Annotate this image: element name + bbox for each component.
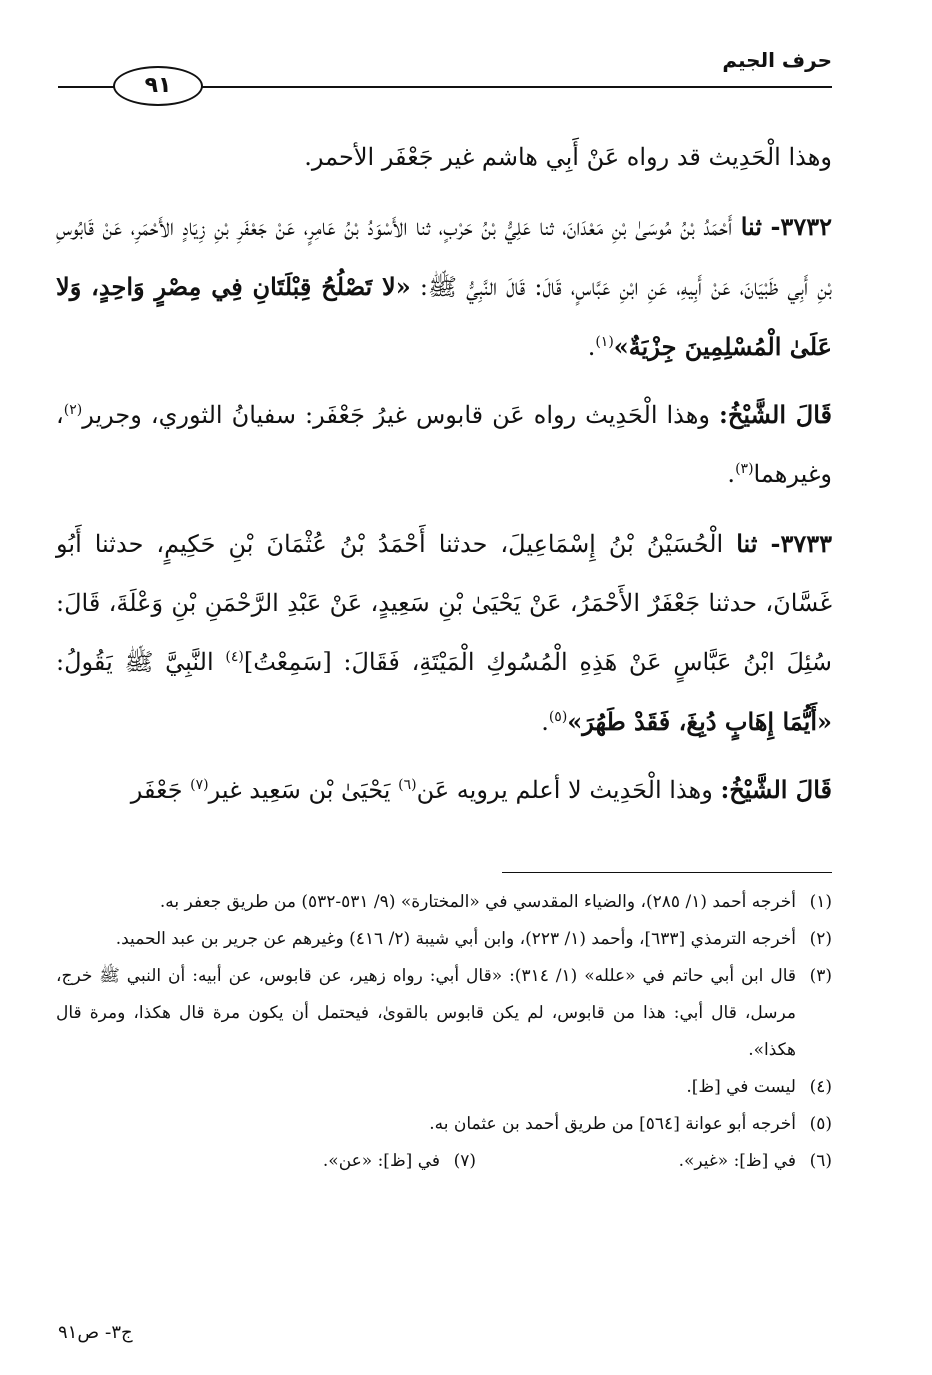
- footnote-text: أخرجه أبو عوانة [٥٦٤] من طريق أحمد بن عثمان به.: [429, 1114, 796, 1134]
- footnote-number: (١): [809, 892, 832, 912]
- footnote-marker: (١): [595, 334, 614, 350]
- main-body: [56, 128, 832, 828]
- footnote-text: أخرجه أحمد (١/ ٢٨٥)، والضياء المقدسي في «المختارة» (٩/ ٥٣١-٥٣٢) من طريق جعفر به.: [159, 892, 796, 912]
- sheikh-comment-1: [56, 385, 832, 504]
- footnote: [476, 1143, 832, 1180]
- footnote: [56, 884, 832, 921]
- volume-page-reference: ج٣- ص٩١: [58, 1322, 133, 1343]
- sheikh-text: وهذا الْحَدِيث لا أعلم يرويه عَن: [416, 776, 713, 804]
- matn-quote: «أَيُّمَا إِهَابٍ دُبِغَ، فَقَدْ طَهُرَ»: [567, 707, 832, 736]
- footnote-marker: (٧): [190, 777, 209, 793]
- sheikh-end: جَعْفَر: [130, 776, 183, 804]
- footnote-number: (٥): [809, 1114, 832, 1134]
- sheikh-mid: ، وغيرهما: [56, 401, 832, 488]
- footnote-marker: (٦): [398, 777, 417, 793]
- hadith-number: ٣٧٣٣-: [770, 529, 832, 558]
- footnote-number: (٤): [809, 1077, 832, 1097]
- paragraph-intro: [56, 128, 832, 187]
- sheikh-comment-2: [56, 760, 832, 820]
- footnote-pair: [56, 1143, 832, 1180]
- footnote-marker: (٢): [63, 402, 83, 418]
- isnad-text-2: النَّبِيَّ ﷺ يَقُولُ:: [56, 648, 214, 676]
- end-mark: .: [541, 708, 549, 736]
- sheikh-text: وهذا الْحَدِيث رواه عَن قابوس غيرُ جَعْفَر: سفيانُ الثوري، وجرير: [82, 401, 711, 429]
- page-number: ٩١: [113, 66, 203, 106]
- footnote-text: في [ظ]: «غير».: [678, 1151, 796, 1171]
- footnote-rule: [502, 872, 832, 873]
- footnote-text: قال ابن أبي حاتم في «علله» (١/ ٣١٤): «قال أبي: رواه زهير، عن قابوس، عن أبيه: أن النبي ﷺ خرج، مرسل، قال أبي: هذا من قابوس، لم يكن قابوس بالقوىٰ، فيحتمل أن يكون مرة قال هكذا، ومرة قال هكذا».: [56, 966, 797, 1060]
- hadith-number: ٣٧٣٢-: [770, 212, 832, 241]
- footnote: [56, 1069, 832, 1106]
- footnote-marker: (٥): [548, 709, 568, 725]
- chapter-title: حرف الجيم: [722, 48, 832, 72]
- isnad-text: الْحُسَيْنُ بْنُ إِسْمَاعِيلَ، حدثنا أَحْمَدُ بْنُ عُثْمَانَ بْنِ حَكِيمٍ، حدثنا أَبُو غَسَّانَ، حدثنا جَعْفَرٌ الأَحْمَرُ، عَنْ يَحْيَىٰ بْنِ سَعِيدٍ، عَنْ عَبْدِ الرَّحْمَنِ بْنِ وَعْلَةَ، قَالَ: سُئِلَ ابْنُ عَبَّاسٍ عَنْ هَذِهِ الْمُسُوكِ الْمَيْتَةِ، فَقَالَ: [سَمِعْتُ]: [56, 530, 832, 676]
- footnote-marker: (٤): [225, 649, 244, 665]
- footnote-number: (٦): [809, 1151, 832, 1171]
- footnote-text: أخرجه الترمذي [٦٣٣]، وأحمد (١/ ٢٢٣)، وابن أبي شيبة (٢/ ٤١٦) وغيرهم عن جرير بن عبد الحميد.: [115, 929, 796, 949]
- footnote: [56, 1106, 832, 1143]
- footnote: [120, 1143, 476, 1180]
- footnote-number: (٢): [809, 929, 832, 949]
- footnote-text: ليست في [ظ].: [686, 1077, 796, 1097]
- end-mark: .: [587, 333, 596, 361]
- thana-label: ثنا: [740, 212, 762, 241]
- thana-label: ثنا: [736, 529, 758, 558]
- footnote: [56, 958, 832, 1069]
- hadith-3733: [56, 514, 832, 752]
- end-mark: .: [727, 460, 736, 488]
- sheikh-label: قَالَ الشَّيْخُ:: [720, 775, 832, 804]
- sheikh-mid: يَحْيَىٰ بْن سَعِيد غير: [208, 776, 391, 804]
- hadith-3732: [56, 197, 832, 377]
- footnote-text: في [ظ]: «عن».: [322, 1151, 440, 1171]
- sheikh-label: قَالَ الشَّيْخُ:: [719, 400, 832, 429]
- intro-text: وهذا الْحَدِيث قد رواه عَنْ أَبِي هاشم غير جَعْفَر الأحمر.: [304, 143, 832, 171]
- footnote-marker: (٣): [735, 461, 754, 477]
- footnote-number: (٣): [809, 966, 832, 986]
- footnote: [56, 921, 832, 958]
- matn-quote: «لا تَصْلُحُ قِبْلَتَانِ فِي مِصْرٍ وَاحِدٍ، وَلا عَلَىٰ الْمُسْلِمِينَ جِزْيَةٌ»: [56, 272, 832, 361]
- footnotes-section: [56, 884, 832, 1180]
- footnote-number: (٧): [453, 1151, 476, 1171]
- isnad-text: أَحْمَدُ بْنُ مُوسَىٰ بْنِ مَعْدَانَ، ثنا عَلِيُّ بْنُ حَرْبٍ، ثنا الأَسْوَدُ بْنُ عَامِرٍ، عَنْ جَعْفَرِ بْنِ زِيَادٍ الأَحْمَرِ، عَنْ قَابُوسِ بْنِ أَبِي ظَبْيَانَ، عَنْ أَبِيهِ، عَنِ ابْنِ عَبَّاسٍ، قَالَ: قَالَ النَّبِيُّ ﷺ:: [56, 213, 832, 301]
